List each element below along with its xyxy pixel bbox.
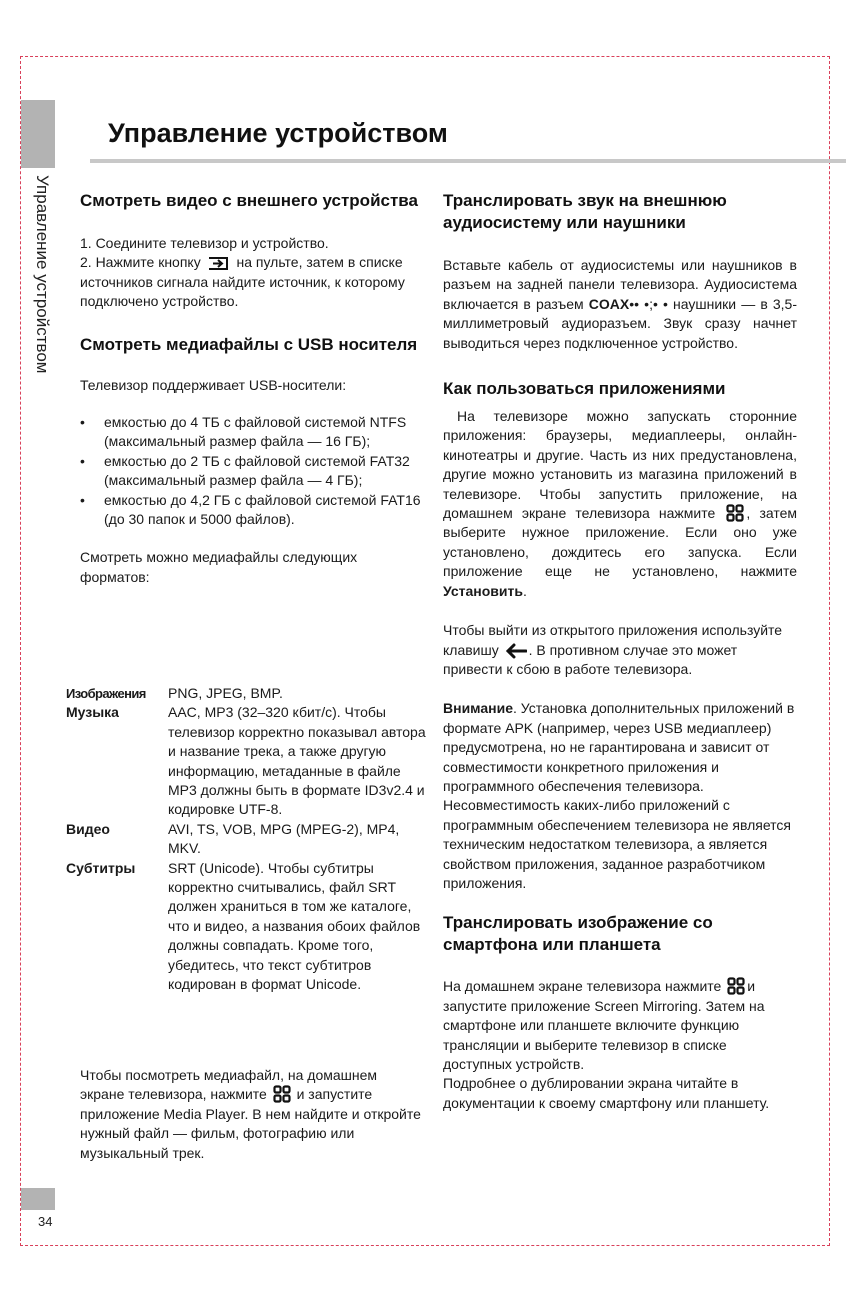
format-label: Субтитры xyxy=(66,859,136,876)
coax-dots: •• •;• • xyxy=(629,295,668,312)
list-item: • емкостью до 2 ТБ с файловой системой FAT32 (максимальный размер файла — 4 ГБ); xyxy=(80,452,430,491)
apps-grid-icon xyxy=(727,977,745,995)
audio-paragraph: Вставьте кабель от аудиосистемы или наушников в разъем на задней панели телевизора. Аудиосистема включается в разъем COAX•• •;• • наушники — в 3,5-миллиметровый аудиоразъем. Звук сразу начнет выводиться через подключенное устройство. xyxy=(443,257,797,351)
formats-table xyxy=(66,684,430,995)
apps-paragraph: На телевизоре можно запускать сторонние приложения: браузеры, медиаплееры, онлайн-кинотеатры и другие. Часть из них предустановлена, другие можно установить из магазина приложений в телевизоре. Чтобы запустить приложение, на домашнем экране телевизора нажмите , затем выберите нужное приложение. Если оно уже установлено, дождитесь его запуска. Если приложение еще не установлено, нажмите Установить. xyxy=(443,408,798,599)
step-1: 1. Соедините телевизор и устройство. xyxy=(80,235,329,251)
format-label: Видео xyxy=(66,820,110,837)
exit-app-paragraph: Чтобы выйти из открытого приложения используйте клавишу . В противном случае это может привести к сбою в работе телевизора. xyxy=(443,622,783,677)
page-number: 34 xyxy=(38,1214,53,1229)
format-label: Музыка xyxy=(66,704,119,721)
section-heading-external-video: Смотреть видео с внешнего устройства xyxy=(80,191,418,210)
apps-grid-icon xyxy=(273,1085,291,1103)
mirroring-docs-paragraph: Подробнее о дублировании экрана читайте в документации к своему смартфону или планшету. xyxy=(443,1075,770,1111)
format-row-music xyxy=(66,703,430,819)
media-player-instructions: Чтобы посмотреть медиафайл, на домашнем экране телевизора, нажмите и запустите приложение Media Player. В нем найдите и откройте нужный файл — фильм, фотографию или музыкальный трек. xyxy=(80,1067,421,1161)
format-label: Изображения xyxy=(66,686,146,701)
usb-capacity-list xyxy=(80,413,430,529)
side-chapter-title: Управление устройством xyxy=(33,175,52,374)
warning-label: Внимание xyxy=(443,700,513,717)
coax-label: COAX xyxy=(588,295,630,312)
format-row-video xyxy=(66,820,430,859)
format-value: AVI, TS, VOB, MPG (MPEG-2), MP4, MKV. xyxy=(168,820,400,857)
format-value: PNG, JPEG, BMP. xyxy=(168,685,283,701)
formats-intro: Смотреть можно медиафайлы следующих форматов: xyxy=(80,549,358,585)
list-item: • емкостью до 4,2 ГБ с файловой системой FAT16 (до 30 папок и 5000 файлов). xyxy=(80,491,430,530)
section-heading-usb-media: Смотреть медиафайлы с USB носителя xyxy=(80,334,418,354)
title-rule xyxy=(90,159,846,163)
format-row-images xyxy=(66,684,430,703)
usb-intro: Телевизор поддерживает USB-носители: xyxy=(80,376,347,393)
page-number-tab xyxy=(21,1188,55,1210)
section-heading-audio: Транслировать звук на внешнюю аудиосистему или наушники xyxy=(443,191,727,232)
format-value: SRT (Unicode). Чтобы субтитры корректно считывались, файл SRT должен храниться в том же каталоге, что и видео, а названия обоих файлов должны совпадать. Кроме того, убедитесь, что текст субтитров кодирован в формат Unicode. xyxy=(168,859,421,993)
mirroring-paragraph: На домашнем экране телевизора нажмите и запустите приложение Screen Mirroring. Затем на смартфоне или планшете включите функцию трансляции и выберите телевизор в списке доступных устройств. xyxy=(443,978,765,1072)
step-2: 2. Нажмите кнопку на пульте, затем в списке источников сигнала найдите источник, к которому подключено устройство. xyxy=(80,254,405,310)
left-column xyxy=(80,190,430,587)
list-item: • емкостью до 4 ТБ с файловой системой NTFS (максимальный размер файла — 16 ГБ); xyxy=(80,413,430,452)
back-arrow-icon xyxy=(505,643,527,659)
page-title: Управление устройством xyxy=(108,118,448,148)
side-tab-marker xyxy=(21,100,55,168)
right-column xyxy=(443,190,797,1113)
section-heading-apps: Как пользоваться приложениями xyxy=(443,379,726,399)
format-row-subtitles xyxy=(66,859,430,995)
install-label: Установить xyxy=(443,582,523,599)
format-value: AAC, MP3 (32–320 кбит/с). Чтобы телевизор корректно показывал автора и название трека, а также другую информацию, метаданные в файле MP3 должны быть в формате ID3v2.4 и кодировке UTF-8. xyxy=(168,704,426,818)
input-source-icon xyxy=(207,255,231,271)
apps-grid-icon xyxy=(726,504,744,522)
warning-paragraph: Внимание. Установка дополнительных приложений в формате APK (например, через USB медиаплеер) предусмотрена, но не гарантирована и зависит от совместимости конкретного приложения и программного обеспечения телевизора. Несовместимость каких-либо приложений с программным обеспечением телевизора не является техническим недостатком телевизора, а является свойством приложения, заданное разработчиком приложения. xyxy=(443,700,795,891)
section-heading-screen-mirroring: Транслировать изображение со смартфона или планшета xyxy=(443,913,713,955)
